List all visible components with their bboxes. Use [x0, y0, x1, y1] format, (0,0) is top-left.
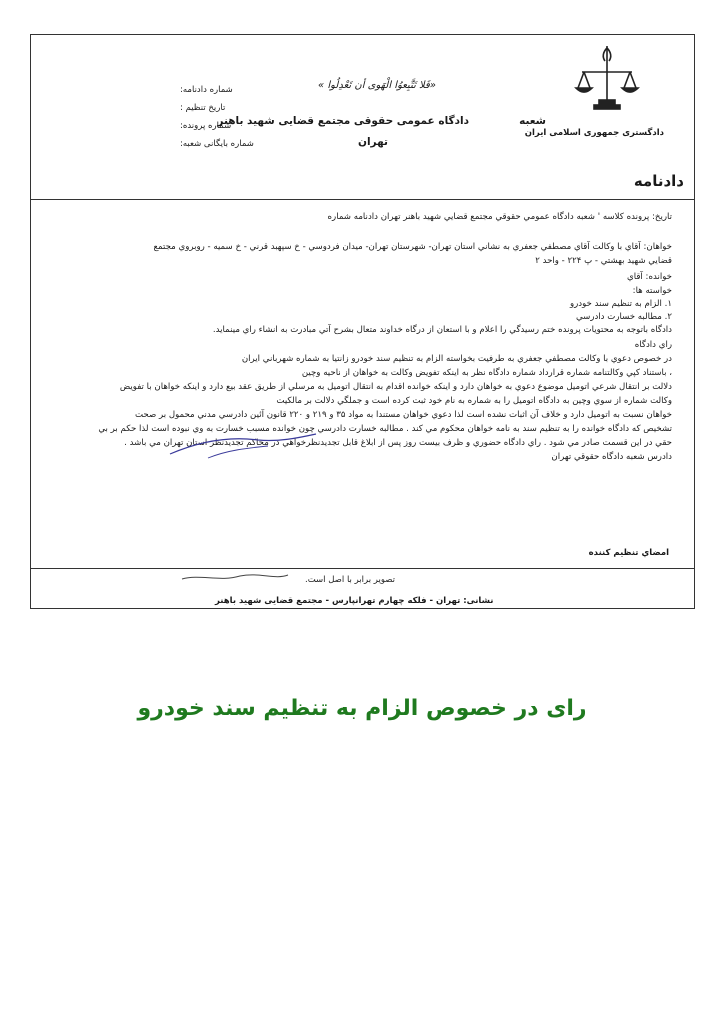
handwritten-mark-icon — [180, 570, 290, 584]
body-line-10: در خصوص دعوي با وکالت مصطفي جعفري به طرفيت بخواسته الزام به تنظيم سند خودرو زانتيا به شماره شهرباني ايران — [241, 354, 672, 364]
body-line-13: وکالت شماره از سوي وچين به دادگاه اتوميل را به شماره به نام خود ثبت کرده است و جملگي دلالت بر مالکيت — [276, 396, 672, 406]
signer-label: امضاي تنظيم کننده — [588, 548, 669, 558]
body-line-3: قضايي شهيد بهشتي - پ ۲۲۴ - واحد ۲ — [535, 256, 672, 266]
court-city: تهران — [358, 136, 388, 148]
meta-ruling-number: شماره دادنامه: — [180, 85, 233, 95]
certified-copy-note: تصوير برابر با اصل است. — [305, 575, 395, 585]
body-line-12: دلالت بر انتقال شرعي اتوميل موضوع دعوي به خواهان دارد و اينکه خوانده اقدام به انتقال اتوميل به مرسلي از طريق عقد بيع دارد و اينکه خواهان با تفويض — [119, 382, 672, 392]
signature-stroke-icon — [168, 432, 318, 462]
footer-divider — [30, 568, 695, 569]
header-divider — [30, 199, 695, 200]
meta-issue-date: تاریخ تنظیم : — [180, 103, 226, 113]
document-title: دادنامه — [633, 172, 684, 190]
body-line-16: حقي در اين قسمت صادر مي شود . راي دادگاه حضوري و ظرف بيست روز پس از ابلاغ قابل تجديدنظرخواهي در محاکم تجديدنظر استان تهران مي باشد . — [124, 438, 672, 448]
body-line-11: ، باستناد کپي وکالتنامه شماره قرارداد شماره دادگاه نظر به اينکه تفويض وکالت به خواهان از ناحيه وچين — [301, 368, 672, 378]
header-verse: «فَلا تَتَّبِعوُا الْهَوی أن تَعْدِلُوا » — [318, 80, 436, 91]
body-line-4: خوانده: آقاي — [626, 272, 672, 282]
body-line-1: تاریخ: پرونده کلاسه ' شعبه دادگاه عمومي حقوقي مجتمع قضايي شهيد باهنر تهران دادنامه شماره — [327, 212, 672, 222]
body-line-6: ۱. الزام به تنظيم سند خودرو — [569, 299, 672, 309]
body-line-15: تشخيص که دادگاه خوانده را به تنظيم سند به نامه خواهان محکوم مي کند . مطالبه خسارت دادرسي چون خوانده مسبب خسارت به وي نبوده است لذا حکم بر بي — [98, 424, 672, 434]
body-line-7: ۲. مطالبه خسارت دادرسي — [575, 312, 672, 322]
meta-archive-number: شماره بایگانی شعبه: — [180, 139, 254, 149]
body-line-8: دادگاه باتوجه به محتويات پرونده ختم رسيدگي را اعلام و با استعان از درگاه خداوند متعال بشرح آتي مبادرت به انشاء راي مينمايد. — [212, 325, 672, 335]
body-line-9: راي دادگاه — [634, 340, 672, 350]
body-line-17: دادرس شعبه دادگاه حقوقي تهران — [551, 452, 672, 462]
meta-case-number: شماره پرونده: — [180, 121, 232, 131]
body-line-2: خواهان: آقاي با وکالت آقاي مصطفي جعفري به نشاني استان تهران- شهرستان تهران- ميدان فردوسي - خ سپهبد قرني - خ سميه - روبروي مجتمع — [153, 242, 672, 252]
body-line-5: خواسته ها: — [632, 286, 672, 296]
page-caption: رای در خصوص الزام به تنظیم سند خودرو — [137, 696, 587, 721]
judiciary-org-name: دادگستری جمهوری اسلامی ایران — [524, 128, 664, 138]
branch-label: شعبه — [519, 115, 546, 127]
body-line-14: خواهان نسبت به اتوميل دارد و خلاف آن اثبات نشده است لذا دعوي خواهان مستندا به مواد ۳۵ و ۲۱۹ و ۲۲۰ قانون آئين دادرسي مدني محمول بر صحت — [134, 410, 672, 420]
court-name: دادگاه عمومی حقوقی مجتمع قضایی شهید باهنر — [217, 115, 469, 127]
court-address: نشانی: تهران - فلکه چهارم تهرانپارس - مجتمع قضایی شهید باهنر — [215, 596, 494, 606]
justice-scale-emblem-icon — [572, 42, 642, 124]
